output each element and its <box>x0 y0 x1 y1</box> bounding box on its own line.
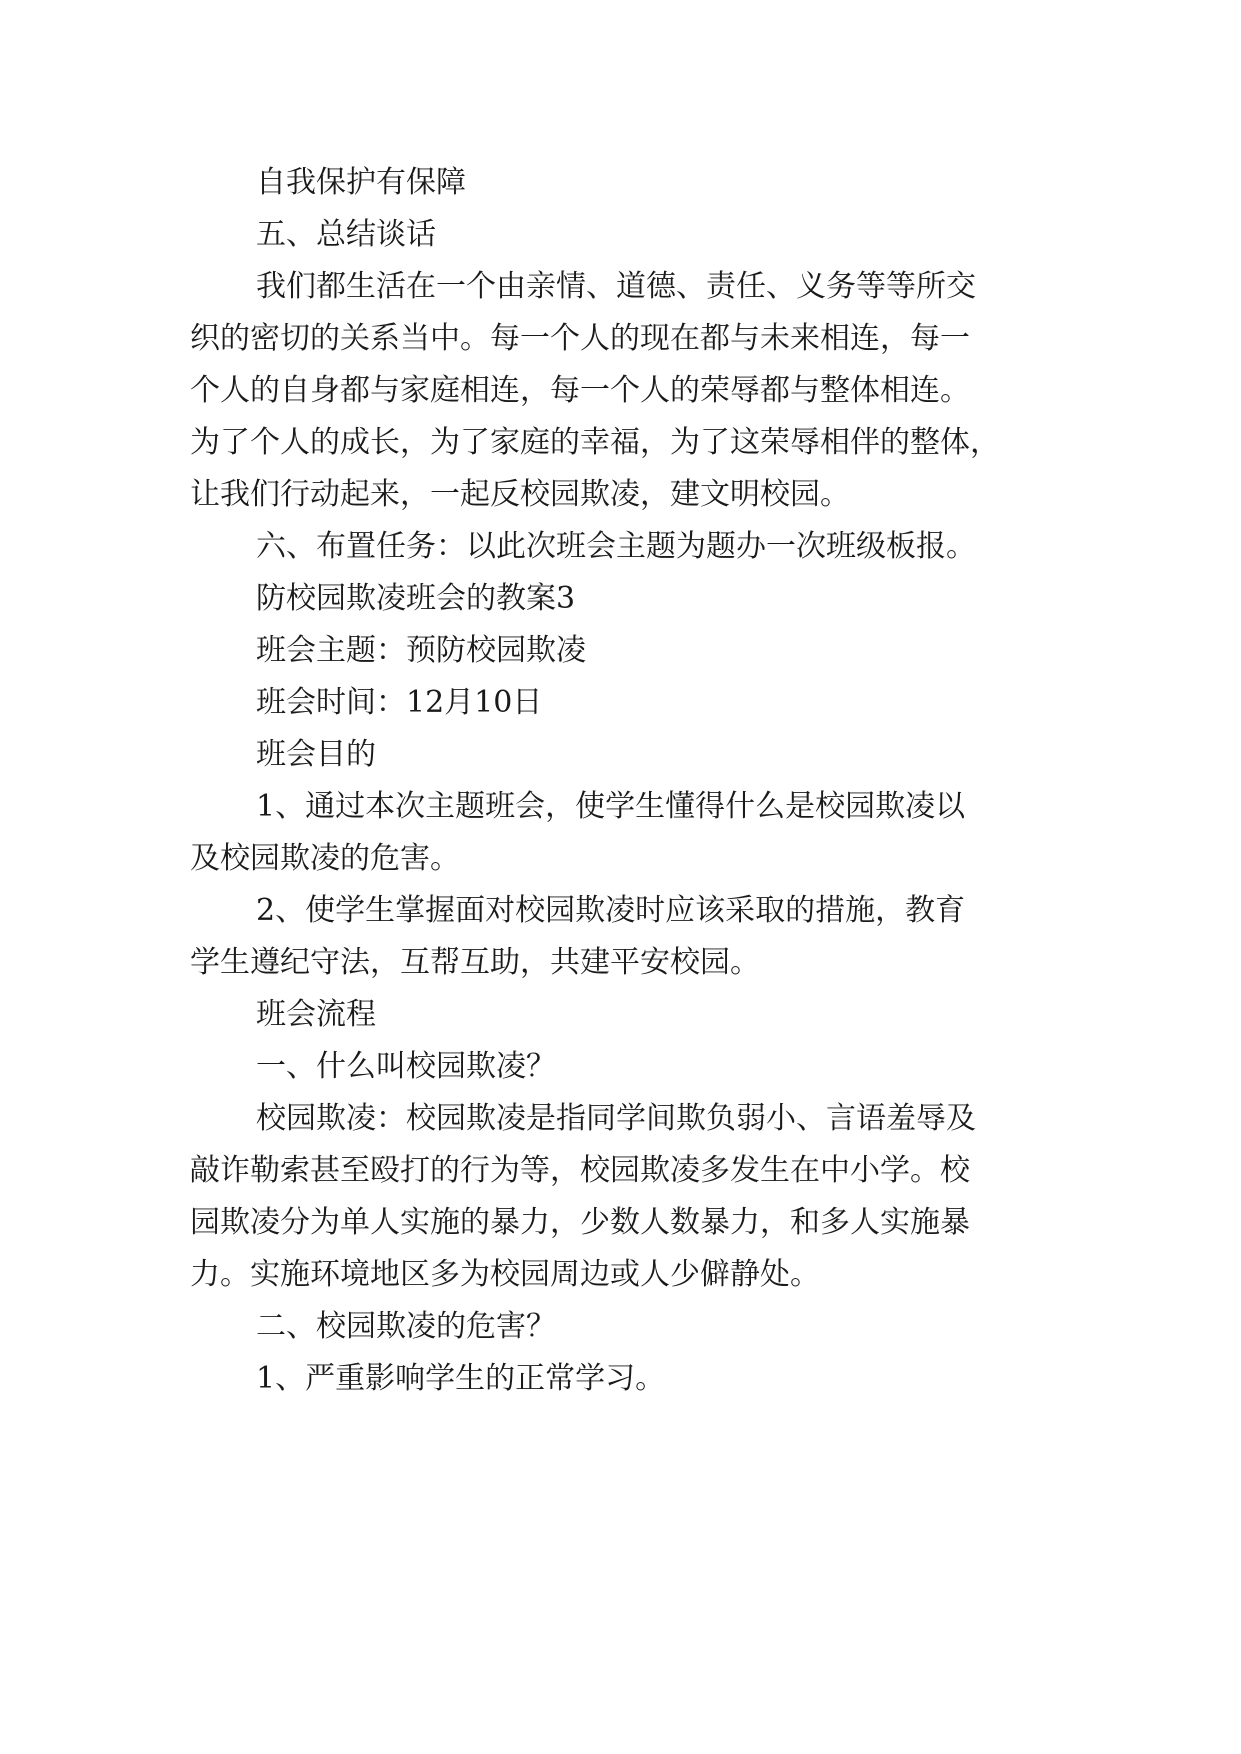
meeting-theme: 班会主题：预防校园欺凌 <box>256 633 586 668</box>
text-line: 个人的自身都与家庭相连，每一个人的荣辱都与整体相连。 <box>190 373 970 408</box>
text-line: 校园欺凌：校园欺凌是指同学间欺负弱小、言语羞辱及 <box>256 1101 976 1136</box>
meeting-time: 班会时间：12月10日 <box>256 685 543 720</box>
section-heading: 班会目的 <box>256 737 376 772</box>
text-line: 我们都生活在一个由亲情、道德、责任、义务等等所交 <box>256 269 976 304</box>
text-line: 园欺凌分为单人实施的暴力，少数人数暴力，和多人实施暴 <box>190 1205 970 1240</box>
section-heading: 六、布置任务：以此次班会主题为题办一次班级板报。 <box>256 529 976 564</box>
document-body <box>190 157 1070 1405</box>
text-line: 让我们行动起来，一起反校园欺凌，建文明校园。 <box>190 477 850 512</box>
section-heading: 五、总结谈话 <box>256 217 436 252</box>
text-line: 及校园欺凌的危害。 <box>190 841 460 876</box>
text-line: 1、严重影响学生的正常学习。 <box>256 1361 666 1396</box>
text-line: 自我保护有保障 <box>256 165 466 200</box>
text-line: 力。实施环境地区多为校园周边或人少僻静处。 <box>190 1257 820 1292</box>
text-line: 为了个人的成长，为了家庭的幸福，为了这荣辱相伴的整体， <box>190 425 1000 460</box>
text-line: 织的密切的关系当中。每一个人的现在都与未来相连，每一 <box>190 321 970 356</box>
text-line: 学生遵纪守法，互帮互助，共建平安校园。 <box>190 945 760 980</box>
section-heading: 班会流程 <box>256 997 376 1032</box>
text-line: 敲诈勒索甚至殴打的行为等，校园欺凌多发生在中小学。校 <box>190 1153 970 1188</box>
section-heading: 二、校园欺凌的危害？ <box>256 1309 556 1344</box>
text-line: 2、使学生掌握面对校园欺凌时应该采取的措施，教育 <box>256 893 966 928</box>
text-line: 1、通过本次主题班会，使学生懂得什么是校园欺凌以 <box>256 789 966 824</box>
section-heading: 一、什么叫校园欺凌？ <box>256 1049 556 1084</box>
document-title: 防校园欺凌班会的教案3 <box>256 581 576 616</box>
